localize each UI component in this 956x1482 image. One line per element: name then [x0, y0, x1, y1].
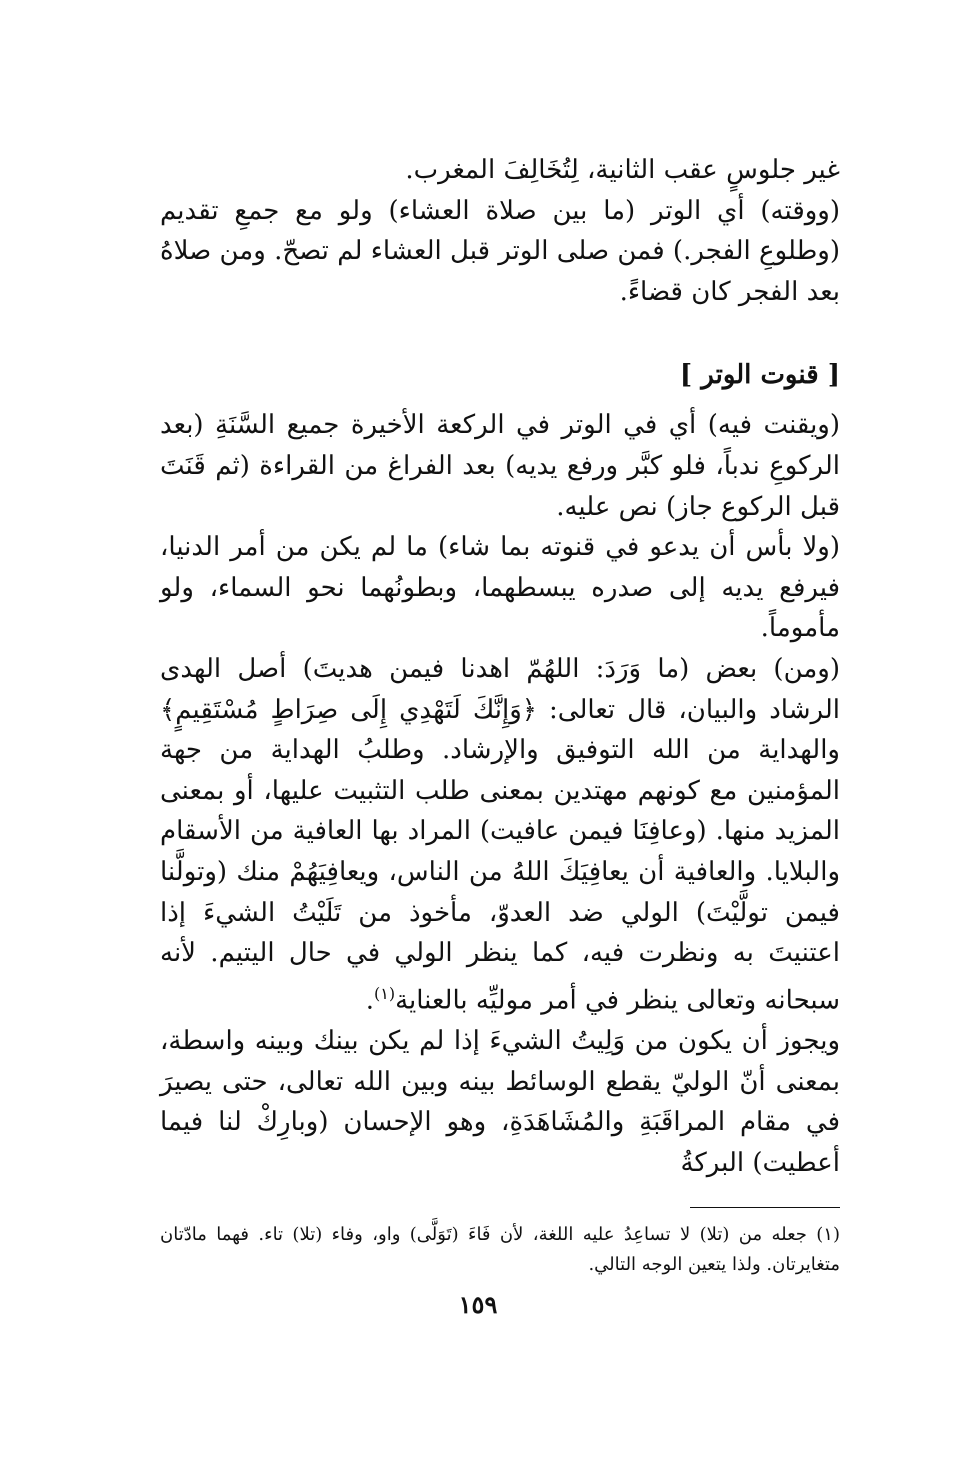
- paragraph-qunut-text-body: (ومن) بعض (ما وَرَدَ: اللهُمّ اهدنا فيمن هديتَ) أصل الهدى الرشاد والبيان، قال تعالى: ﴿وَإِنَّكَ لَتَهْدِي إِلَى صِرَاطٍ مُسْتَقِيمٍ﴾ والهداية من الله التوفيق والإرشاد. وطلبُ الهداية من جهة المؤمنين مع كونهم مهتدين بمعنى طلب التثبيت عليها، أو بمعنى المزيد منها. (وعافِنَا فيمن عافيت) المراد بها العافية من الأسقام والبلايا. والعافية أن يعافِيَكَ اللهُ من الناس، ويعافِيَهُمْ منك (وتولَّنا فيمن تولَّيْتَ) الولي ضد العدوّ، مأخوذ من تَلَيْتُ الشيءَ إذا اعتنيتَ به ونظرت فيه، كما ينظر الولي في حال اليتيم. لأنه سبحانه وتعالى ينظر في أمر موليِّه بالعناية: [160, 653, 840, 1016]
- page-number: ١٥٩: [458, 1290, 498, 1319]
- paragraph-qunut-dua: (ولا بأس أن يدعو في قنوته بما شاء) ما لم يكن من أمر الدنيا، فيرفع يديه إلى صدره يبسطهما، وبطونُهما نحو السماء، ولو مأموماً.: [160, 532, 840, 644]
- paragraph-qunut-timing: (ويقنت فيه) أي في الوتر في الركعة الأخيرة جميع السَّنَةِ (بعد الركوعِ ندباً، فلو كبَّر ورفع يديه) بعد الفراغ من القراءة (ثم قَنَتَ قبل الركوع جاز) نص عليه.: [160, 410, 840, 522]
- paragraph-intro-line: غير جلوسٍ عقب الثانية، لِتُخَالِفَ المغرب.: [405, 155, 840, 185]
- section-heading: [ قنوت الوتر ]: [679, 360, 840, 391]
- paragraph-qunut-text: (ومن) بعض (ما وَرَدَ: اللهُمّ اهدنا فيمن هديتَ) أصل الهدى الرشاد والبيان، قال تعالى: ﴿وَإِنَّكَ لَتَهْدِي إِلَى صِرَاطٍ مُسْتَقِيمٍ﴾ والهداية من الله التوفيق والإرشاد. وطلبُ الهداية من جهة المؤمنين مع كونهم مهتدين بمعنى طلب التثبيت عليها، أو بمعنى المزيد منها. (وعافِنَا فيمن عافيت) المراد بها العافية من الأسقام والبلايا. والعافية أن يعافِيَكَ اللهُ من الناس، ويعافِيَهُمْ منك (وتولَّنا فيمن تولَّيْتَ) الولي ضد العدوّ، مأخوذ من تَلَيْتُ الشيءَ إذا اعتنيتَ به ونظرت فيه، كما ينظر الولي في حال اليتيم. لأنه سبحانه وتعالى ينظر في أمر موليِّه بالعناية$^{(١)}$.: [160, 653, 840, 1016]
- footnote-reference: (١): [373, 983, 396, 1003]
- paragraph-witr-time: (ووقته) أي الوتر (ما بين صلاة العشاء) ولو مع جمعِ تقديم (وطلوعِ الفجر.) فمن صلى الوتر قبل العشاء لم تصحّ. ومن صلاهُ بعد الفجر كان قضاءً.: [160, 195, 840, 307]
- page-body: [160, 150, 840, 1280]
- footnote-divider: [690, 1207, 840, 1208]
- footnote: (١) جعله من (تلا) لا تساعِدُ عليه اللغة، لأن فَاءَ (تَوَلَّى) واو، وفاء (تلا) تاء. فهما مادّتان متغايرتان. ولذا يتعين الوجه التالي.: [160, 1224, 840, 1276]
- paragraph-wali-meaning: ويجوز أن يكون من وَلِيتُ الشيءَ إذا لم يكن بينك وبينه واسطة، بمعنى أنّ الوليّ يقطع الوسائط بينه وبين الله تعالى، حتى يصيرَ في مقام المراقَبَةِ والمُشَاهَدَةِ، وهو الإحسان (وبارِكْ لنا فيما أعطيت) البركةُ: [160, 1025, 840, 1178]
